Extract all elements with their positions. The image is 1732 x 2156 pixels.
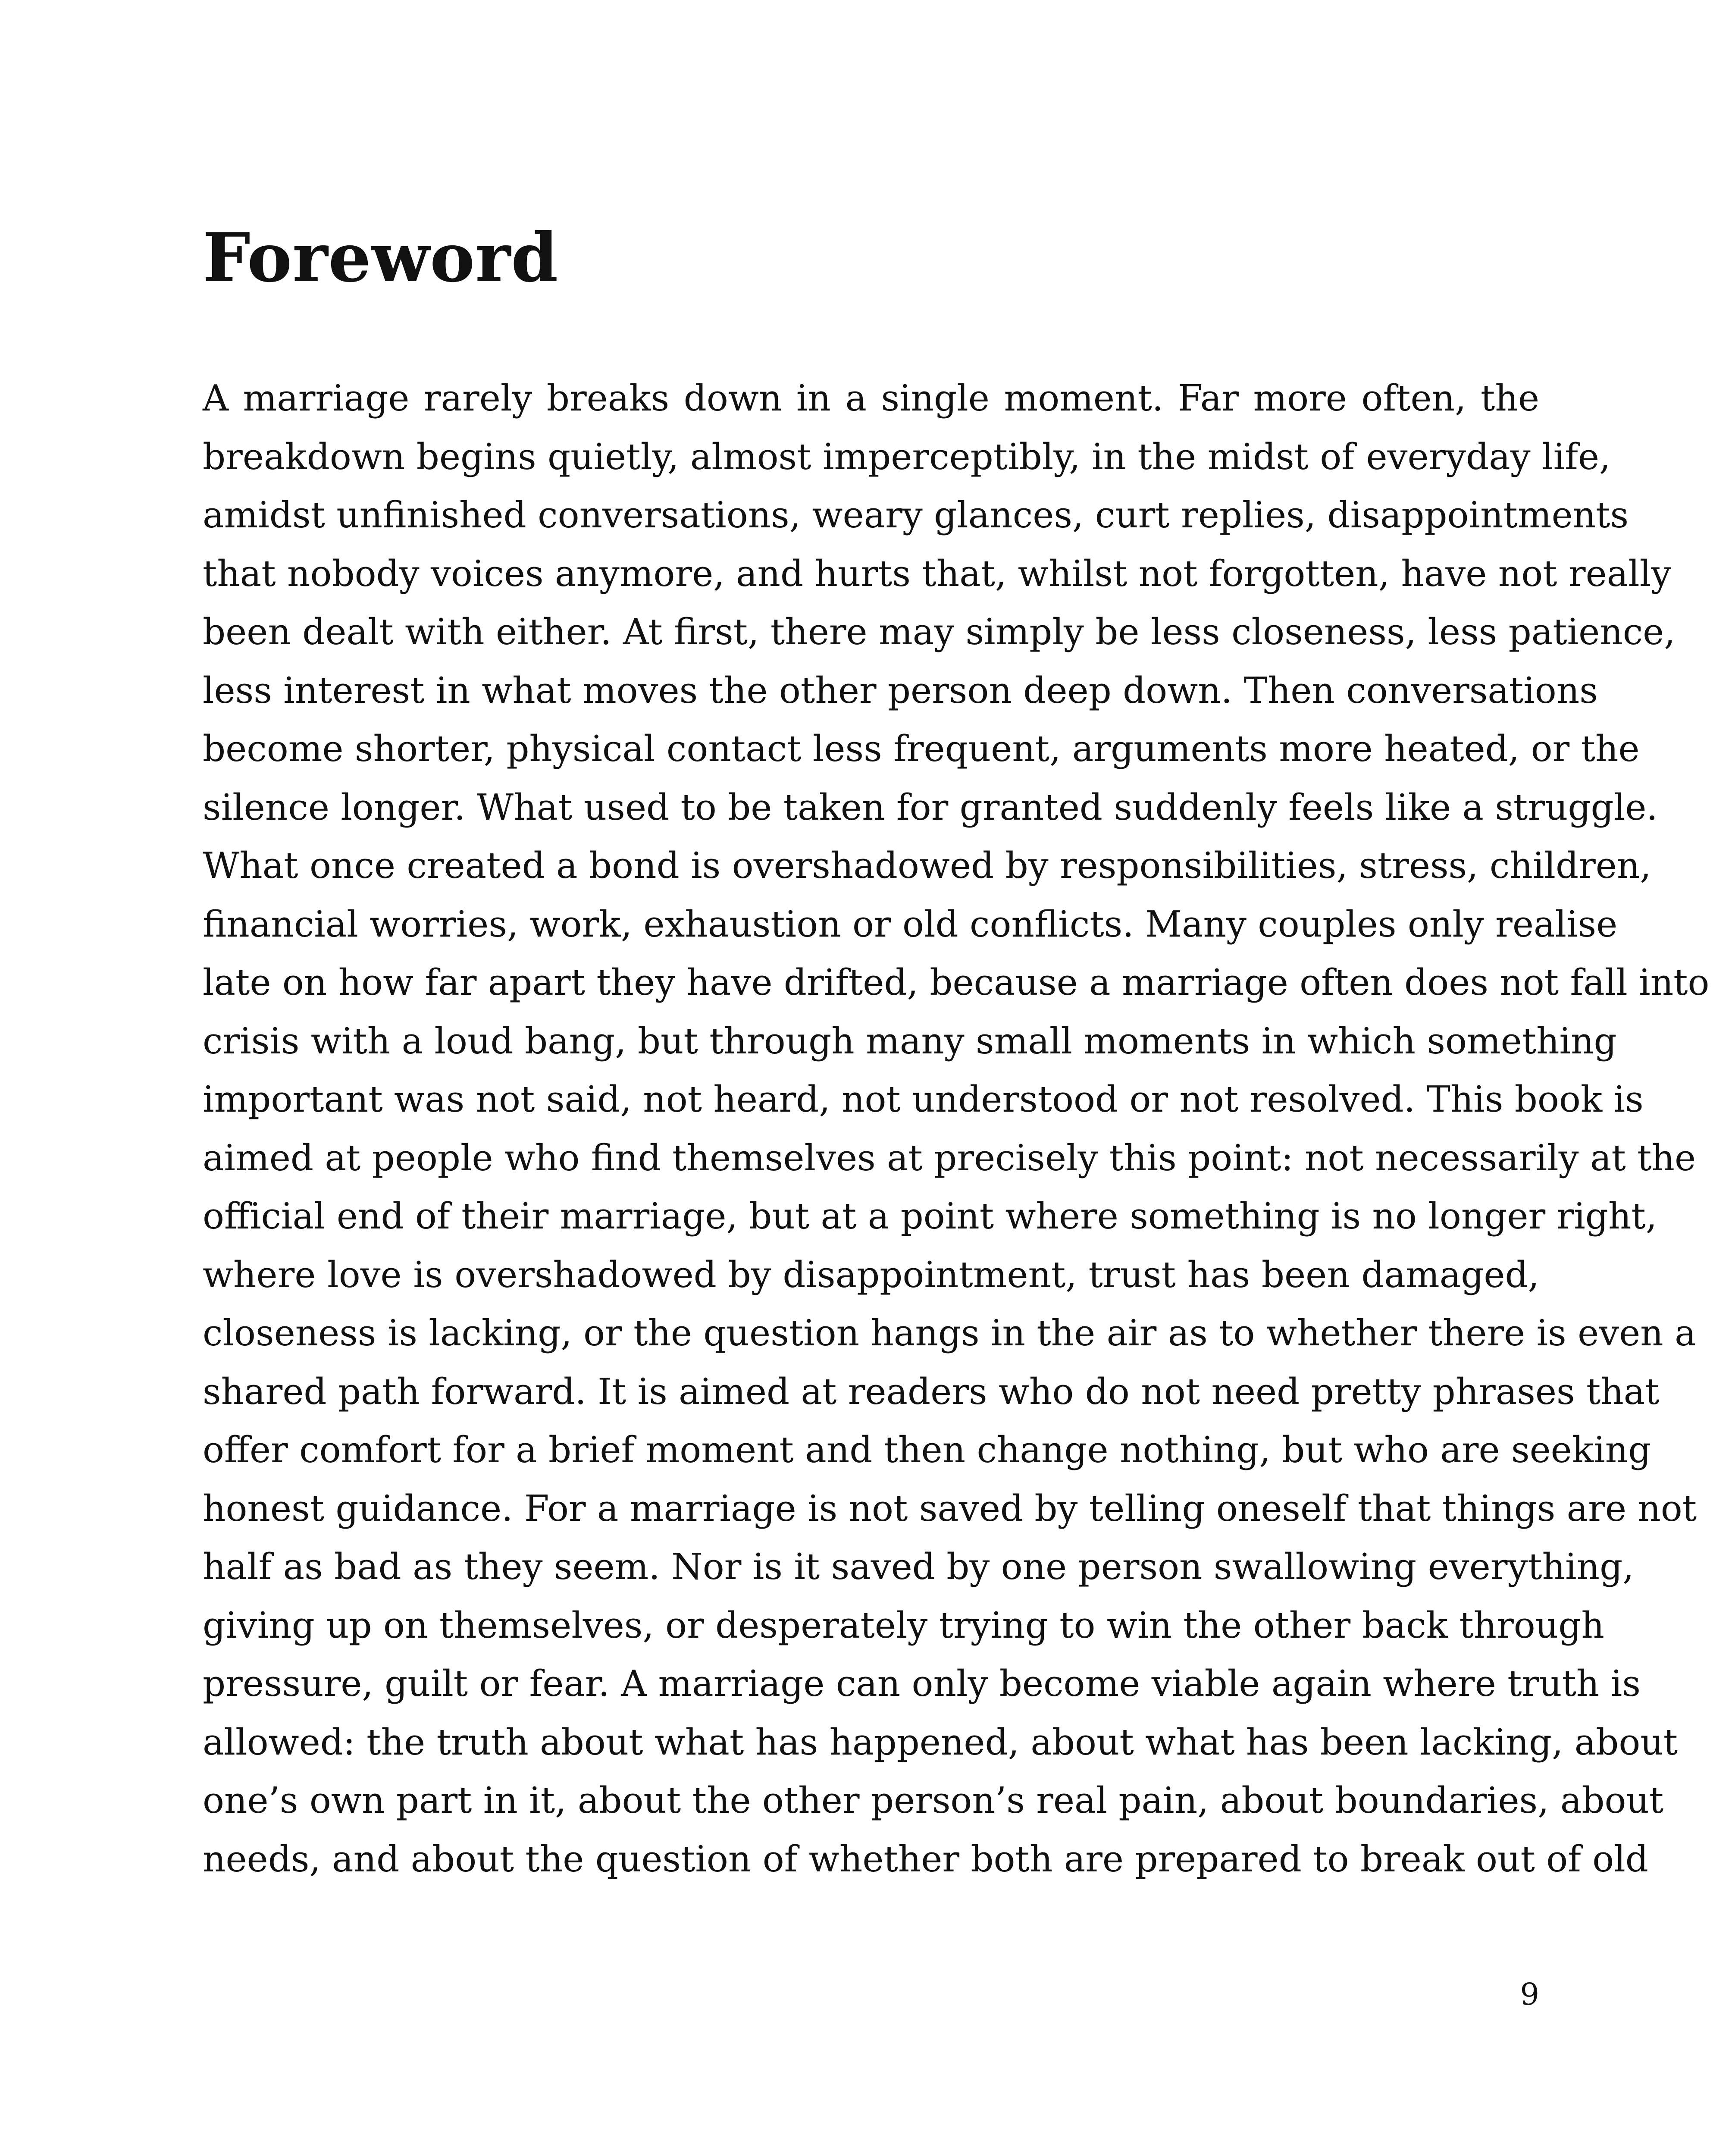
paragraph-line: pressure, guilt or fear. A marriage can only become viable again where truth is	[203, 1663, 1641, 1705]
paragraph-line: late on how far apart they have drifted, because a marriage often does not fall into	[203, 962, 1710, 1003]
paragraph-line: needs, and about the question of whether both are prepared to break out of old	[203, 1838, 1648, 1880]
paragraph-line: become shorter, physical contact less frequent, arguments more heated, or the	[203, 728, 1640, 770]
chapter-title: Foreword	[203, 218, 559, 297]
paragraph-line: aimed at people who find themselves at precisely this point: not necessarily at the	[203, 1137, 1696, 1179]
paragraph-line: closeness is lacking, or the question hangs in the air as to whether there is even a	[203, 1312, 1696, 1354]
paragraph-line: important was not said, not heard, not understood or not resolved. This book is	[203, 1078, 1644, 1120]
paragraph-line: less interest in what moves the other person deep down. Then conversations	[203, 669, 1598, 711]
paragraph-line: been dealt with either. At first, there may simply be less closeness, less patience,	[203, 611, 1676, 653]
paragraph-line: one’s own part in it, about the other person’s real pain, about boundaries, about	[203, 1780, 1664, 1821]
page-number: 9	[1520, 1977, 1539, 2012]
paragraph-line: offer comfort for a brief moment and then change nothing, but who are seeking	[203, 1429, 1651, 1471]
paragraph-line: giving up on themselves, or desperately trying to win the other back through	[203, 1604, 1604, 1646]
paragraph-line: silence longer. What used to be taken for granted suddenly feels like a struggle.	[203, 786, 1658, 828]
paragraph-line: amidst unfinished conversations, weary glances, curt replies, disappointments	[203, 494, 1629, 536]
paragraph-line: half as bad as they seem. Nor is it saved by one person swallowing everything,	[203, 1546, 1634, 1588]
paragraph-line: shared path forward. It is aimed at readers who do not need pretty phrases that	[203, 1370, 1660, 1413]
paragraph-line: A marriage rarely breaks down in a single moment. Far more often, the	[203, 377, 1539, 419]
paragraph-line: breakdown begins quietly, almost imperceptibly, in the midst of everyday life,	[203, 436, 1611, 478]
paragraph-line: What once created a bond is overshadowed by responsibilities, stress, children,	[203, 845, 1651, 887]
paragraph-line: official end of their marriage, but at a point where something is no longer right,	[203, 1195, 1657, 1237]
paragraph-line: honest guidance. For a marriage is not saved by telling oneself that things are not	[203, 1487, 1697, 1529]
paragraph-line: that nobody voices anymore, and hurts that, whilst not forgotten, have not really	[203, 552, 1672, 595]
paragraph-line: where love is overshadowed by disappointment, trust has been damaged,	[203, 1253, 1539, 1296]
body-paragraph	[203, 369, 1710, 1888]
paragraph-line: crisis with a loud bang, but through many small moments in which something	[203, 1020, 1617, 1062]
paragraph-line: allowed: the truth about what has happened, about what has been lacking, about	[203, 1721, 1678, 1763]
paragraph-line: financial worries, work, exhaustion or old conflicts. Many couples only realise	[203, 903, 1618, 945]
